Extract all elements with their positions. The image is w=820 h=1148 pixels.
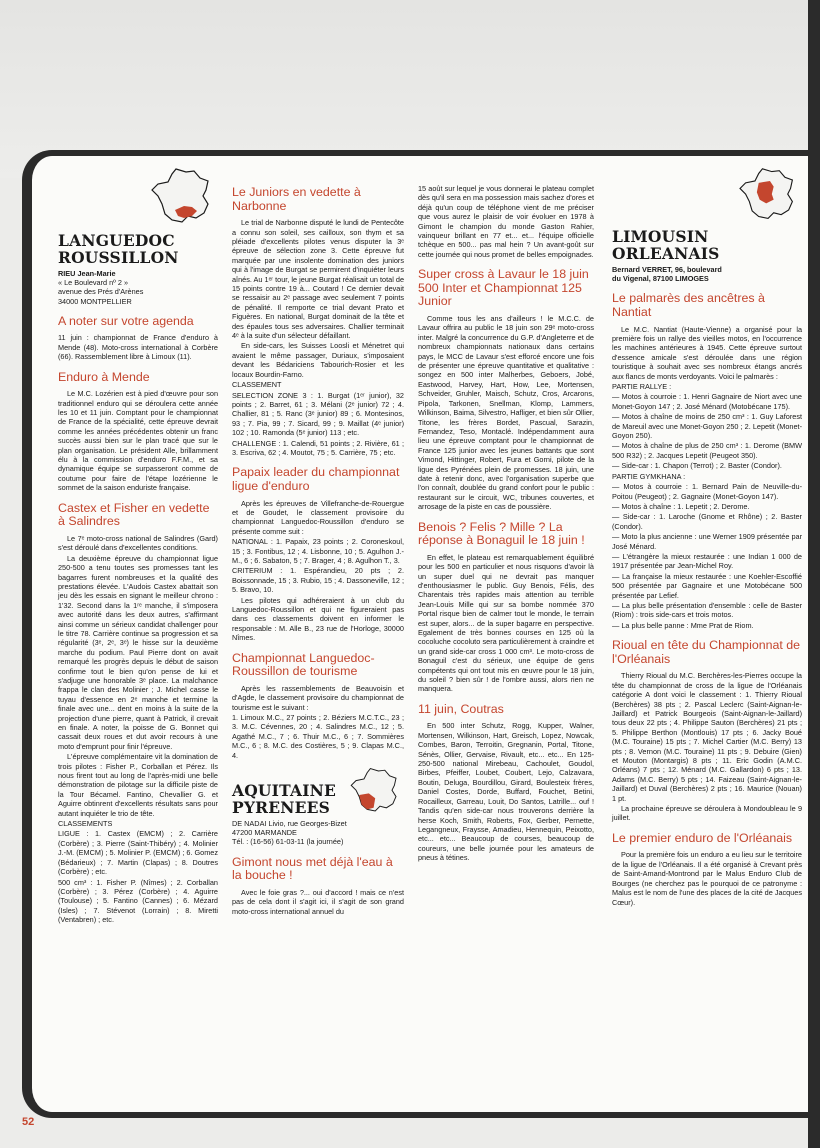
france-map-languedoc: [58, 166, 218, 228]
paragraph-castex-3: L'épreuve complémentaire vit la domination de trois pilotes : Fisher P., Corballan et Pérez. Ils nous firent tout au long de l'après-midi une belle démonstration de pilotage sur la difficile piste de la Tour Bécamel. Fantino, Chevallier G. et Aguirre obtinrent d'excellents résultats sans pour autant inquiéter le trio de tête.: [58, 752, 218, 818]
address-line-2: Tél. : (16-56) 61-03-11 (la journée): [232, 837, 344, 847]
contact-address: [58, 269, 218, 306]
classement-challenge: CHALLENGE : 1. Calendi, 51 points ; 2. Rivière, 61 ; 3. Escriva, 62 ; 4. Moutot, 75 ; 5. Carrière, 75 ; etc.: [232, 438, 404, 457]
rallye-item-3: — Motos à chaîne de plus de 250 cm³ : 1. Derome (BMW 500 R32) ; 2. Jacques Lepetit (Peugeot 350).: [612, 441, 802, 460]
gymkhana-item-5: — L'étrangère la mieux restaurée : une Indian 1 000 de 1917 présentée par Jean-Michel Roy.: [612, 551, 802, 571]
classements-title: CLASSEMENTS: [58, 819, 113, 829]
contact-name: Bernard VERRET, 96, boulevard: [612, 265, 722, 274]
region-line-1: LANGUEDOC: [58, 231, 175, 250]
heading-coutras: 11 juin, Coutras: [418, 701, 504, 716]
classement-selection: SELECTION ZONE 3 : 1. Burgat (1ᵉʳ junior), 32 points ; 2. Barret, 61 ; 3. Mélani (2ᵉ junior) 72 ; 4. Challier, 81 ; 5. Ranc (3ᵉ junior) 89 ; 6. Montesinos, 93 ; 7. Pia, 99 ; 7. Sicard, 99 ; 9. Maillat (4ᵉ junior) 102 ; 10. Ramonda (5ᵉ junior) 113 ; etc.: [232, 390, 404, 438]
classement-ligue: LIGUE : 1. Castex (EMCM) ; 2. Carrière (Corbère) ; 3. Pierre (Saint-Thibéry) ; 4. Molinier J.-M. (EMCM) ; 5. Molinier P. (EMCM) ; 6. Gomez (Bédarieux) ; 7. Martin (Clapas) ; 8. Doutres (Corbère) ; etc.: [58, 829, 219, 877]
address-line-1: 47200 MARMANDE: [232, 828, 297, 838]
paragraph-tourisme: Après les rassemblements de Beauvoisin et d'Agde, le classement provisoire du championnat de tourisme est le suivant :: [232, 683, 404, 712]
gymkhana-item-4: — Moto la plus ancienne : une Werner 1909 présentée par José Ménard.: [612, 532, 802, 551]
column-1: [58, 166, 218, 926]
classement-500: 500 cm³ : 1. Fisher P. (Nîmes) ; 2. Corballan (Corbère) ; 3. Pérez (Corbère) ; 4. Aguirre (Toulouse) ; 5. Fantino (Cannes) ; 6. Mézard (Isles) ; 7. Stévenot (Lorrain) ; 8. Miretti (Ventabren) ; etc.: [58, 877, 218, 925]
region-line-1: LIMOUSIN: [612, 227, 709, 246]
heading-castex-fisher: Castex et Fisher en vedette à Salindres: [58, 500, 210, 529]
paragraph-premier-enduro: Pour la première fois un enduro a eu lieu sur le territoire de la ligue de l'Orléanais. Il a été organisé à Crevant près de Saint-Amand-Montrond par le Malus Enduro Club de Bourges (ne cherchez pas le pourquoi de ce patronyme : Malus est le nom de l'une des places de la cité de Jacques Cœur).: [612, 850, 803, 907]
region-title-limousin: [612, 228, 802, 262]
paragraph-rioual-2: La prochaine épreuve se déroulera à Mondoubleau le 9 juillet.: [612, 804, 802, 823]
classement-tourisme: 1. Limoux M.C., 27 points ; 2. Béziers M.C.T.C., 23 ; 3. M.C. Cévennes, 20 ; 4. Salindres M.C., 12 ; 5. Agathé M.C., 7 ; 6. Thuir M.C., 6 ; 7. Sommières M.C., 6 ; 8. M.C. des Costières, 5 ; 9. Clapas M.C., 4.: [232, 713, 404, 760]
contact-name: DE NADAI Livio, rue Georges-Bizet: [232, 819, 347, 829]
paragraph-rioual: Thierry Rioual du M.C. Berchères-les-Pierres occupe la tête du championnat de cross de la ligue de l'Orléanais catégorie A dont voici le classement : 1. Thierry Rioual (Berchères) 38 pts ; 2. Pascal Leclerc (Saint-Aignan-le-Jaillard) et Patrick Bourgeois (Saint-Aignan-le-Jaillard) tous deux 22 pts ; 4. Philippe Sauton (Berchères) 21 pts ; 5. Philippe Berthon (Montlouis) 17 pts ; 6. Jacky Boué (M.C. Touraine) 15 pts ; 7. Michel Cartier (M.C. Berry) 13 pts ; 8. Vernon (M.C. Touraine) 11 pts ; 9. Debuire (Gien) et Mouton (Montargis) 8 pts ; 11. Eric Godin (A.M.C. Orléans) 7 pts ; 12. Ménard (M.C. Gallardon) 6 pts ; 13. Adams (M.C. Berry) 5 pts ; 14. Faizeau (Saint-Aignan-le-Jaillard) et Duval (Berchères) 2 pts ; 16. Maurice (Nouan) 1 pt.: [612, 671, 802, 803]
contact-address: [232, 819, 404, 847]
paragraph-narbonne-2: En side-cars, les Suisses Loosli et Ménetret qui avaient le même passager, Duriaux, s'imposaient devant les Bédariciens Tabourich-Rosier et les locaux Bourdin-Farno.: [232, 341, 404, 379]
column-2: [232, 166, 404, 917]
heading-narbonne: Le Juniors en vedette à Narbonne: [232, 185, 361, 213]
gymkhana-item-1: — Motos à courroie : 1. Bernard Pain de Neuville-du-Poitou (Peugeot) ; 2. Gagnaire (Monet-Goyon 147).: [612, 482, 802, 501]
address-line-1: « Le Boulevard nº 2 »: [58, 278, 129, 288]
paragraph-nantiat: Le M.C. Nantiat (Haute-Vienne) a organisé pour la première fois un rallye des vieilles motos, en l'occurrence les machines antérieures à 1945. Cette épreuve surtout d'essence amicale s'est déroulée dans une région touristique à souhait avec ses nombreux étangs ancrés aux flancs de monts verdoyants. Voici le palmarès :: [612, 324, 802, 381]
column-3: [418, 166, 594, 864]
region-line-1: AQUITAINE: [232, 781, 337, 801]
heading-nantiat: Le palmarès des ancêtres à Nantiat: [612, 291, 765, 319]
heading-papaix: Papaix leader du championnat ligue d'enduro: [232, 465, 400, 493]
rallye-item-4: — Side-car : 1. Chapon (Terrot) ; 2. Baster (Condor).: [612, 461, 782, 471]
column-4: [612, 166, 802, 908]
contact-address: [612, 265, 802, 283]
classement-criterium: CRITERIUM : 1. Espérandieu, 20 pts ; 2. Boissonnade, 15 ; 3. Rubio, 15 ; 4. Dassoneville, 12 ; 5. Bravo, 10.: [232, 566, 404, 595]
france-map-limousin: [612, 166, 802, 224]
paragraph-lavaur: Comme tous les ans d'ailleurs ! le M.C.C. de Lavaur offrira au public le 18 juin son 29ᵉ moto-cross inter. Malgré la concurrence du G.P. d'Angleterre et de nombreux championnats nationaux dans certains pays, le MCC de Lavaur s'est efforcé encore une fois de présenter une épreuve quantitative et qualitative : songez en 500 inter Malherbes, Geboers, Jobé, Eastwood, Harvey, Hart, How, Lee, Mortensen, Schveider, Gruhler, Maisch, Schutz, Cros, Arcarons, Pipola, Tarkonen, Snellman, Klomp, Lammers, Wilkinson, Baima, Silvestro, Hafliger, et bien sûr Ollier, Titone, les frères Bordet, Pascual, Sarazin, Fernandez, Teso, Montaclé. Indépendamment aura lieu une épreuve comptant pour le championnat de France 125 junior avec les jeunes battants que sont Vimond, Hittinger, Robert, Fura et Gorni, pilote de la ligue des Pyrénées plein de promesses. 18 juin, une date à retenir donc, avec l'organisation superbe que l'on connaît, doublée du grand confort pour le public : restaurant sur le circuit, WC, tribunes couvertes, et arrosage de la piste en cas de poussière.: [418, 314, 594, 512]
paragraph-enduro-mende: Le M.C. Lozérien est à pied d'œuvre pour son traditionnel enduro qui se déroulera cette année les 10 et 11 juin. Comptant pour le championnat de France de la spécialité, cette épreuve devrait comme les années précédentes obtenir un franc succès aussi bien sur le plan tracé que sur le plan organisation. Le président Alle, brillamment élu à la commission d'enduro F.F.M., et sa dynamique équipe se surpasseront comme de coutume pour faire de l'étape lozérienne le sommet de la saison enduriste française.: [58, 389, 218, 493]
gymkhana-item-7: — La plus belle présentation d'ensemble : celle de Baster (Riom) : trois side-cars et trois motos.: [612, 600, 802, 620]
heading-premier-enduro: Le premier enduro de l'Orléanais: [612, 830, 793, 845]
classement-title: CLASSEMENT: [232, 380, 282, 390]
paragraph-coutras: En 500 inter Schutz, Rogg, Kupper, Walner, Mortensen, Wilkinson, Hart, Greisch, Lopez, Nowcak, Combes, Baron, Terroitin, Gregnanin, Portal, Titone, Sénès, Ollier, Gervaise, Rivault, etc... etc... En 125-250-500 national Mirebeau, Cachoulet, Goudol, Birbes, Pfeiffer, Loubet, Coubert, Lejo, Calzavara, Boutin, Deluga, Bourdillou, Girard, Boulesteix frères, Daniel Costes, Dorde, Buffard, Fouchet, Betini, Rocailleux, Garreau, Louit, Do Santos, Latrille... ouf ! Tandis qu'en side-car nous trouverons derrière la herse Koch, Smith, Roberts, Fox, Gerber, Pernette, Legangneux, Fraysse, Amadieu, Hennequin, Peixotto, etc... etc... Beaucoup de courses, beaucoup de coureurs, une belle journée pour les amateurs de pneus à tétines.: [418, 721, 594, 863]
region-title-aquitaine: [232, 782, 336, 816]
heading-tourisme: Championnat Languedoc-Roussillon de tourisme: [232, 650, 375, 679]
paragraph-bonaguil: En effet, le plateau est remarquablement équilibré pour les 500 en particulier et nous risquons d'avoir là un super duel qui ne devrait pas manquer d'enthousiasmer le public. Guy Benois, Félis, des Charentais très rapides mais attention au terrible Jean-Louis Mille qui sur sa bombe nommée 370 Portal risque bien de calmer tout le monde, le terrain est super, alors... de la super bagarre en perspective. Egalement de très bonnes courses en 125 où la cocoluche cocoluto sera particulièrement à craindre et un grand side-car cross 1 000 cm³. Le moto-cross de Bonaguil c'est du sérieux, une équipe de gens compétents qui ont tout mis en œuvre pour le 18 juin, du soleil ? bien sûr ! de l'ombre aussi, alors rien ne manquera.: [418, 552, 594, 694]
region-line-2: PYRENEES: [232, 798, 331, 818]
france-map-icon: [148, 166, 218, 228]
paragraph-papaix-2: Les pilotes qui adhéreraient à un club du Languedoc-Roussillon et qui ne figureraient pas dans ces classements doivent en informer le responsable : M. Alle B., 23 rue de l'Horloge, 30000 Nîmes.: [232, 595, 404, 643]
gymkhana-item-3: — Side-car : 1. Laroche (Gnome et Rhône) ; 2. Baster (Condor).: [612, 512, 802, 531]
page-number: 52: [22, 1116, 35, 1128]
paragraph-papaix: Après les épreuves de Villefranche-de-Rouergue et de Goudet, le classement provisoire du championnat Languedoc-Roussillon d'enduro se présente comme suit :: [232, 498, 404, 536]
classement-national: NATIONAL : 1. Papaix, 23 points ; 2. Coroneskoul, 15 ; 3. Fontibus, 12 ; 4. Lisbonne, 10 ; 5. Agulhon J.-M., 6 ; 6. Sabaton, 5 ; 7. Brager, 4 ; 8. Agulhon T., 3.: [232, 537, 404, 565]
paragraph-agenda: 11 juin : championnat de France d'enduro à Mende (48). Moto-cross international à Corbère (66). Rassemblement libre à Limoux (11).: [58, 333, 218, 362]
rallye-item-1: — Motos à courroie : 1. Henri Gagnaire de Niort avec une Monet-Goyon 147 ; 2. José Ménard (Motobécane 175).: [612, 392, 802, 411]
gymkhana-item-6: — La française la mieux restaurée : une Koehler-Escoffié 500 présentée par Gagnaire et une Motobécane 500 présentée par Lefief.: [612, 571, 802, 600]
gymkhana-item-2: — Motos à chaîne : 1. Lepetit ; 2. Derome.: [612, 501, 750, 511]
heading-agenda: A noter sur votre agenda: [58, 313, 194, 328]
address-line-2: avenue des Prés d'Arènes: [58, 287, 144, 297]
gymkhana-title: PARTIE GYMKHANA :: [612, 471, 686, 481]
region-line-2: ORLEANAIS: [612, 244, 720, 263]
rallye-item-2: — Motos à chaîne de moins de 250 cm³ : 1. Guy Laforest de Mareuil avec une Monet-Goyon 250 ; 2. Lepetit (Monet-Goyon 250).: [612, 412, 802, 441]
paragraph-castex-1: Le 7ᵉ moto-cross national de Salindres (Gard) s'est déroulé dans d'excellentes conditions.: [58, 533, 218, 553]
gymkhana-item-8: — La plus belle panne : Mme Prat de Riom.: [612, 620, 754, 630]
france-map-icon: [736, 166, 802, 224]
region-title-languedoc: [58, 232, 218, 266]
address-line-1: du Vigenal, 87100 LIMOGES: [612, 274, 709, 284]
paragraph-gimont-continued: 15 août sur lequel je vous donnerai le plateau complet dès qu'il sera en ma possession mais sachez d'ores et déjà qu'un coup de téléphone vient de me préciser que vous aurez le plaisir de voir évoluer en 1978 à Gimont le champion du monde Gaston Rahier, vainqueur brillant en 77 et... et... l'équipe officielle tchèque en 500... pas mal hein ? Un avant-goût sur cette journée qui nous promet de belles empoignades.: [418, 184, 594, 259]
right-edge-bar: [808, 0, 820, 1148]
aquitaine-header: [232, 766, 404, 816]
region-line-2: ROUSSILLON: [58, 248, 179, 267]
rallye-title: PARTIE RALLYE :: [612, 382, 672, 392]
address-line-3: 34000 MONTPELLIER: [58, 296, 132, 306]
paragraph-gimont: Avec le foie gras ?... oui d'accord ! mais ce n'est pas de cela dont il s'agit ici, il s'agit de son grand moto-cross international annuel du: [232, 887, 404, 916]
heading-lavaur: Super cross à Lavaur le 18 juin 500 Inter et Championnat 125 Junior: [418, 267, 589, 309]
heading-gimont: Gimont nous met déjà l'eau à la bouche !: [232, 854, 393, 883]
heading-bonaguil: Benois ? Felis ? Mille ? La réponse à Bonaguil le 18 juin !: [418, 519, 585, 548]
paragraph-narbonne: Le trial de Narbonne disputé le lundi de Pentecôte a connu son soleil, ses cailloux, son thym et sa pléiade d'excellents pilotes venus disputer la 3ᵉ épreuve de sélection zone 3. Cette épreuve fut marquée par une insolente domination des juniors qui à l'image de Burgat se permirent d'inquiéter leurs aînés. Au 1ᵉʳ tour, le jeune Burgat réalisait un total de 15 points contre 19 à... Coutard ! Ce dernier devait se ressaisir au 2ᵉ passage avec seulement 7 points de pénalité. Il remporte ce trial devant Prato et Figuères. En national, Burgat dominait de la tête et des épaules tous ses adversaires. Challier terminait 4ᵉ à la suite d'un sélecteur défaillant.: [232, 218, 404, 341]
paragraph-castex-2: La deuxième épreuve du championnat ligue 250-500 a tenu toutes ses promesses tant les bagarres furent nombreuses et la qualité des prestations élevée. L'Audois Castex abattait son jeu dès les essais en signant le meilleur chrono : 1'32. Second dans la 1ʳᵉ manche, il s'imposera avec autorité dans les deux autres, s'affirmant ainsi comme un sérieux candidat challenger pour le titre 78. Carrière continue sa progression et sa régularité (3ᵉ, 2ᵉ, 3ᵉ) le hisse sur la deuxième marche du podium. Paul Pierre dont on avait remarqué les progrès depuis le début de saison confirme tout le bien qu'on pense de lui et s'adjuge une honorable 3ᵉ place. La malchance frappa le clan des Molinier ; J. Michel casse le tuyau d'essence en 2ᵉ manche et termine la finale avec une... dent en moins à la suite de la projection d'une pierre, quant à Patrick, il crevait en finale. A noter, la poisse de G. Bonnet qui cassait deux roues et dut avoir recours à une moto d'emprunt pour finir l'épreuve.: [58, 553, 218, 751]
heading-enduro-mende: Enduro à Mende: [58, 369, 150, 384]
heading-rioual: Rioual en tête du Championnat de l'Orléanais: [612, 638, 801, 666]
contact-name: RIEU Jean-Marie: [58, 269, 116, 278]
france-map-icon: [348, 766, 404, 816]
